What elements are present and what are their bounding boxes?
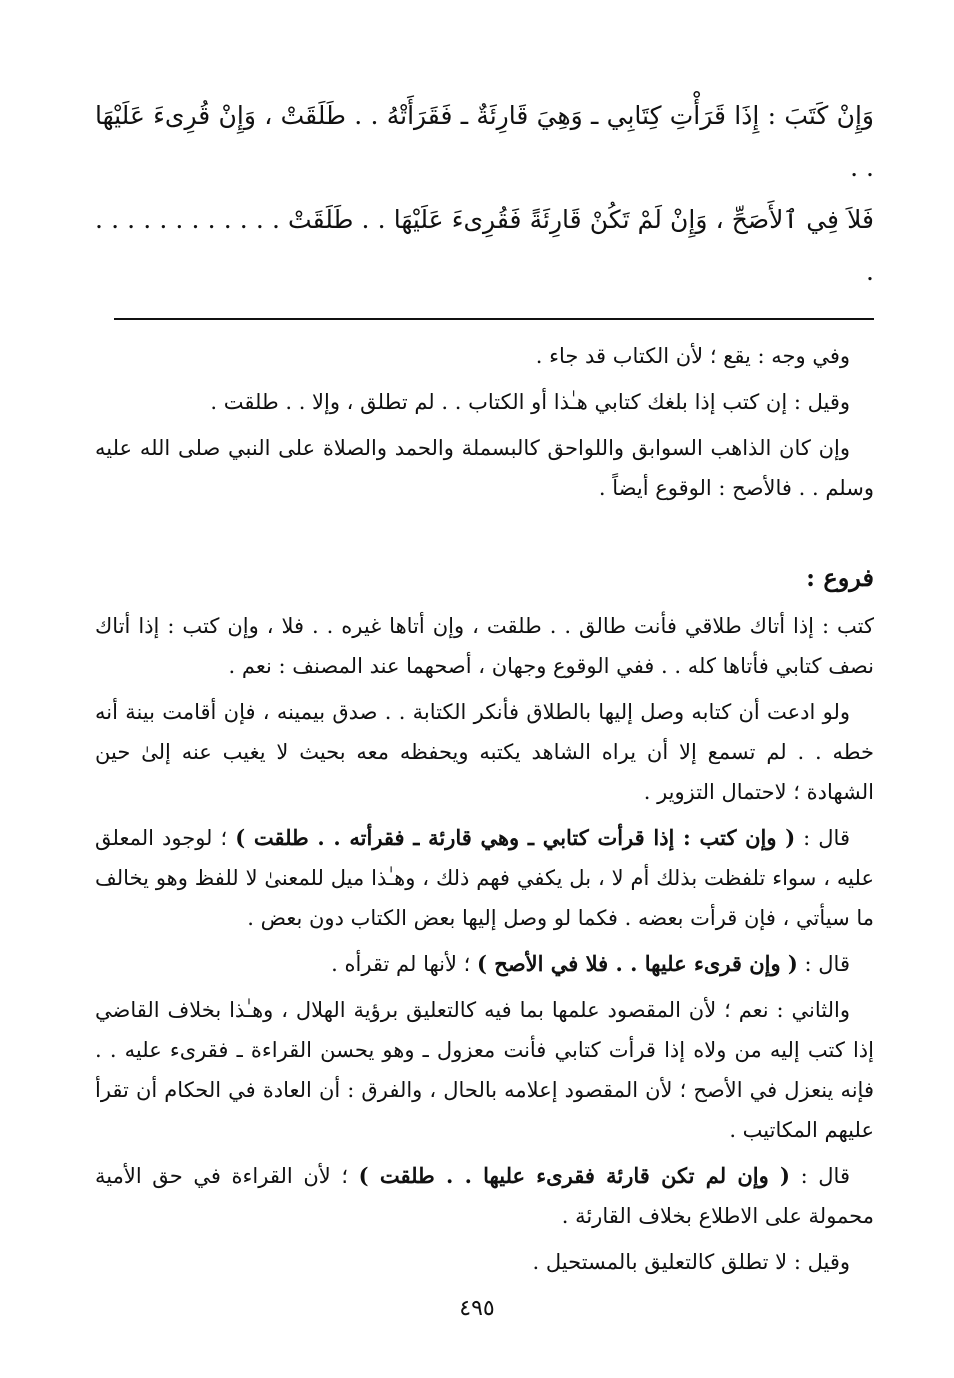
matn-quote: ( وإن قرىء عليها . . فلا في الأصح ) [477, 951, 798, 976]
commentary-paragraph: ولو ادعت أن كتابه وصل إليها بالطلاق فأنكر الكتابة . . صدق بيمينه ، فإن أقامت بينة أنه خطه . . لم تسمع إلا أن يراه الشاهد يكتبه ويحفظه معه بحيث لا يغيب عنه إلىٰ حين الشهادة ؛ لاحتمال التزوير . [95, 700, 874, 804]
commentary-paragraph: وقيل : لا تطلق كالتعليق بالمستحيل . [532, 1250, 850, 1274]
page-number: ٤٩٥ [459, 1296, 495, 1321]
matn-line-1: وَإِنْ كَتَبَ : إِذَا قَرَأْتِ كِتَابِي ـ وَهِيَ قَارِئَةٌ ـ فَقَرَأَتْهُ . . طَلَقَتْ ، وَإِنْ قُرِىءَ عَلَيْهَا . . [95, 101, 874, 182]
matn-line-2: فَلاَ فِي ٱلأَصَحِّ ، وَإِنْ لَمْ تَكُنْ قَارِئَةً فَقُرِىءَ عَلَيْهَا . . طَلَقَتْ . . . . . . . . . . . . . [95, 205, 874, 286]
separator-rule [114, 318, 874, 320]
commentary-paragraph: وفي وجه : يقع ؛ لأن الكتاب قد جاء . [535, 344, 850, 368]
matn-text [95, 90, 874, 298]
commentary-paragraph: والثاني : نعم ؛ لأن المقصود علمها بما فيه كالتعليق برؤية الهلال ، وهـٰذا بخلاف القاضي إذا كتب إليه من ولاه إذا قرأت كتابي فأنت معزول ـ وهو يحسن القراءة ـ فقرىء عليه . . فإنه ينعزل في الأصح ؛ لأن المقصود إعلامه بالحال ، والفرق : أن العادة في الحكام أن تقرأ عليهم المكاتيب . [95, 998, 874, 1142]
qala-explanation: ؛ لوجود المعلق عليه ، سواء تلفظت بذلك أم لا ، بل يكفي فهم ذلك ، وهـٰذا ميل للمعنىٰ لا للفظ وهو يخالف ما سيأتي ، فإن قرأت بعضه . فكما لو وصل إليها بعض الكتاب دون بعض . [95, 826, 874, 930]
qala-paragraph [95, 818, 874, 938]
commentary-paragraph: وقيل : إن كتب إذا بلغك كتابي هـٰذا أو الكتاب . . لم تطلق ، وإلا . . طلقت . [210, 390, 850, 414]
qala-explanation: ؛ لأن القراءة في حق الأمية محمولة على الاطلاع بخلاف القارئة . [95, 1164, 874, 1228]
book-page [95, 90, 874, 1288]
qala-paragraph [95, 944, 874, 984]
qala-prefix: قال : [795, 826, 850, 850]
qala-prefix: قال : [797, 952, 850, 976]
matn-quote: ( وإن كتب : إذا قرأت كتابي ـ وهي قارئة ـ فقرأته . . طلقت ) [235, 825, 796, 850]
commentary-text [95, 336, 874, 1282]
qala-prefix: قال : [789, 1164, 850, 1188]
commentary-paragraph: وإن كان الذاهب السوابق واللواحق كالبسملة والحمد والصلاة على النبي صلى الله عليه وسلم . . فالأصح : الوقوع أيضاً . [95, 436, 874, 500]
commentary-paragraph: كتب : إذا أتاك طلاقي فأنت طالق . . طلقت ، وإن أتاها غيره . . فلا ، وإن كتب : إذا أتاك نصف كتابي فأتاها كله . . ففي الوقوع وجهان ، أصحهما عند المصنف : نعم . [95, 614, 874, 678]
qala-paragraph [95, 1156, 874, 1236]
section-heading-furu: فروع : [806, 563, 874, 592]
matn-quote: ( وإن لم تكن قارئة فقرىء عليها . . طلقت ) [358, 1163, 790, 1188]
qala-explanation: ؛ لأنها لم تقرأه . [331, 952, 478, 976]
